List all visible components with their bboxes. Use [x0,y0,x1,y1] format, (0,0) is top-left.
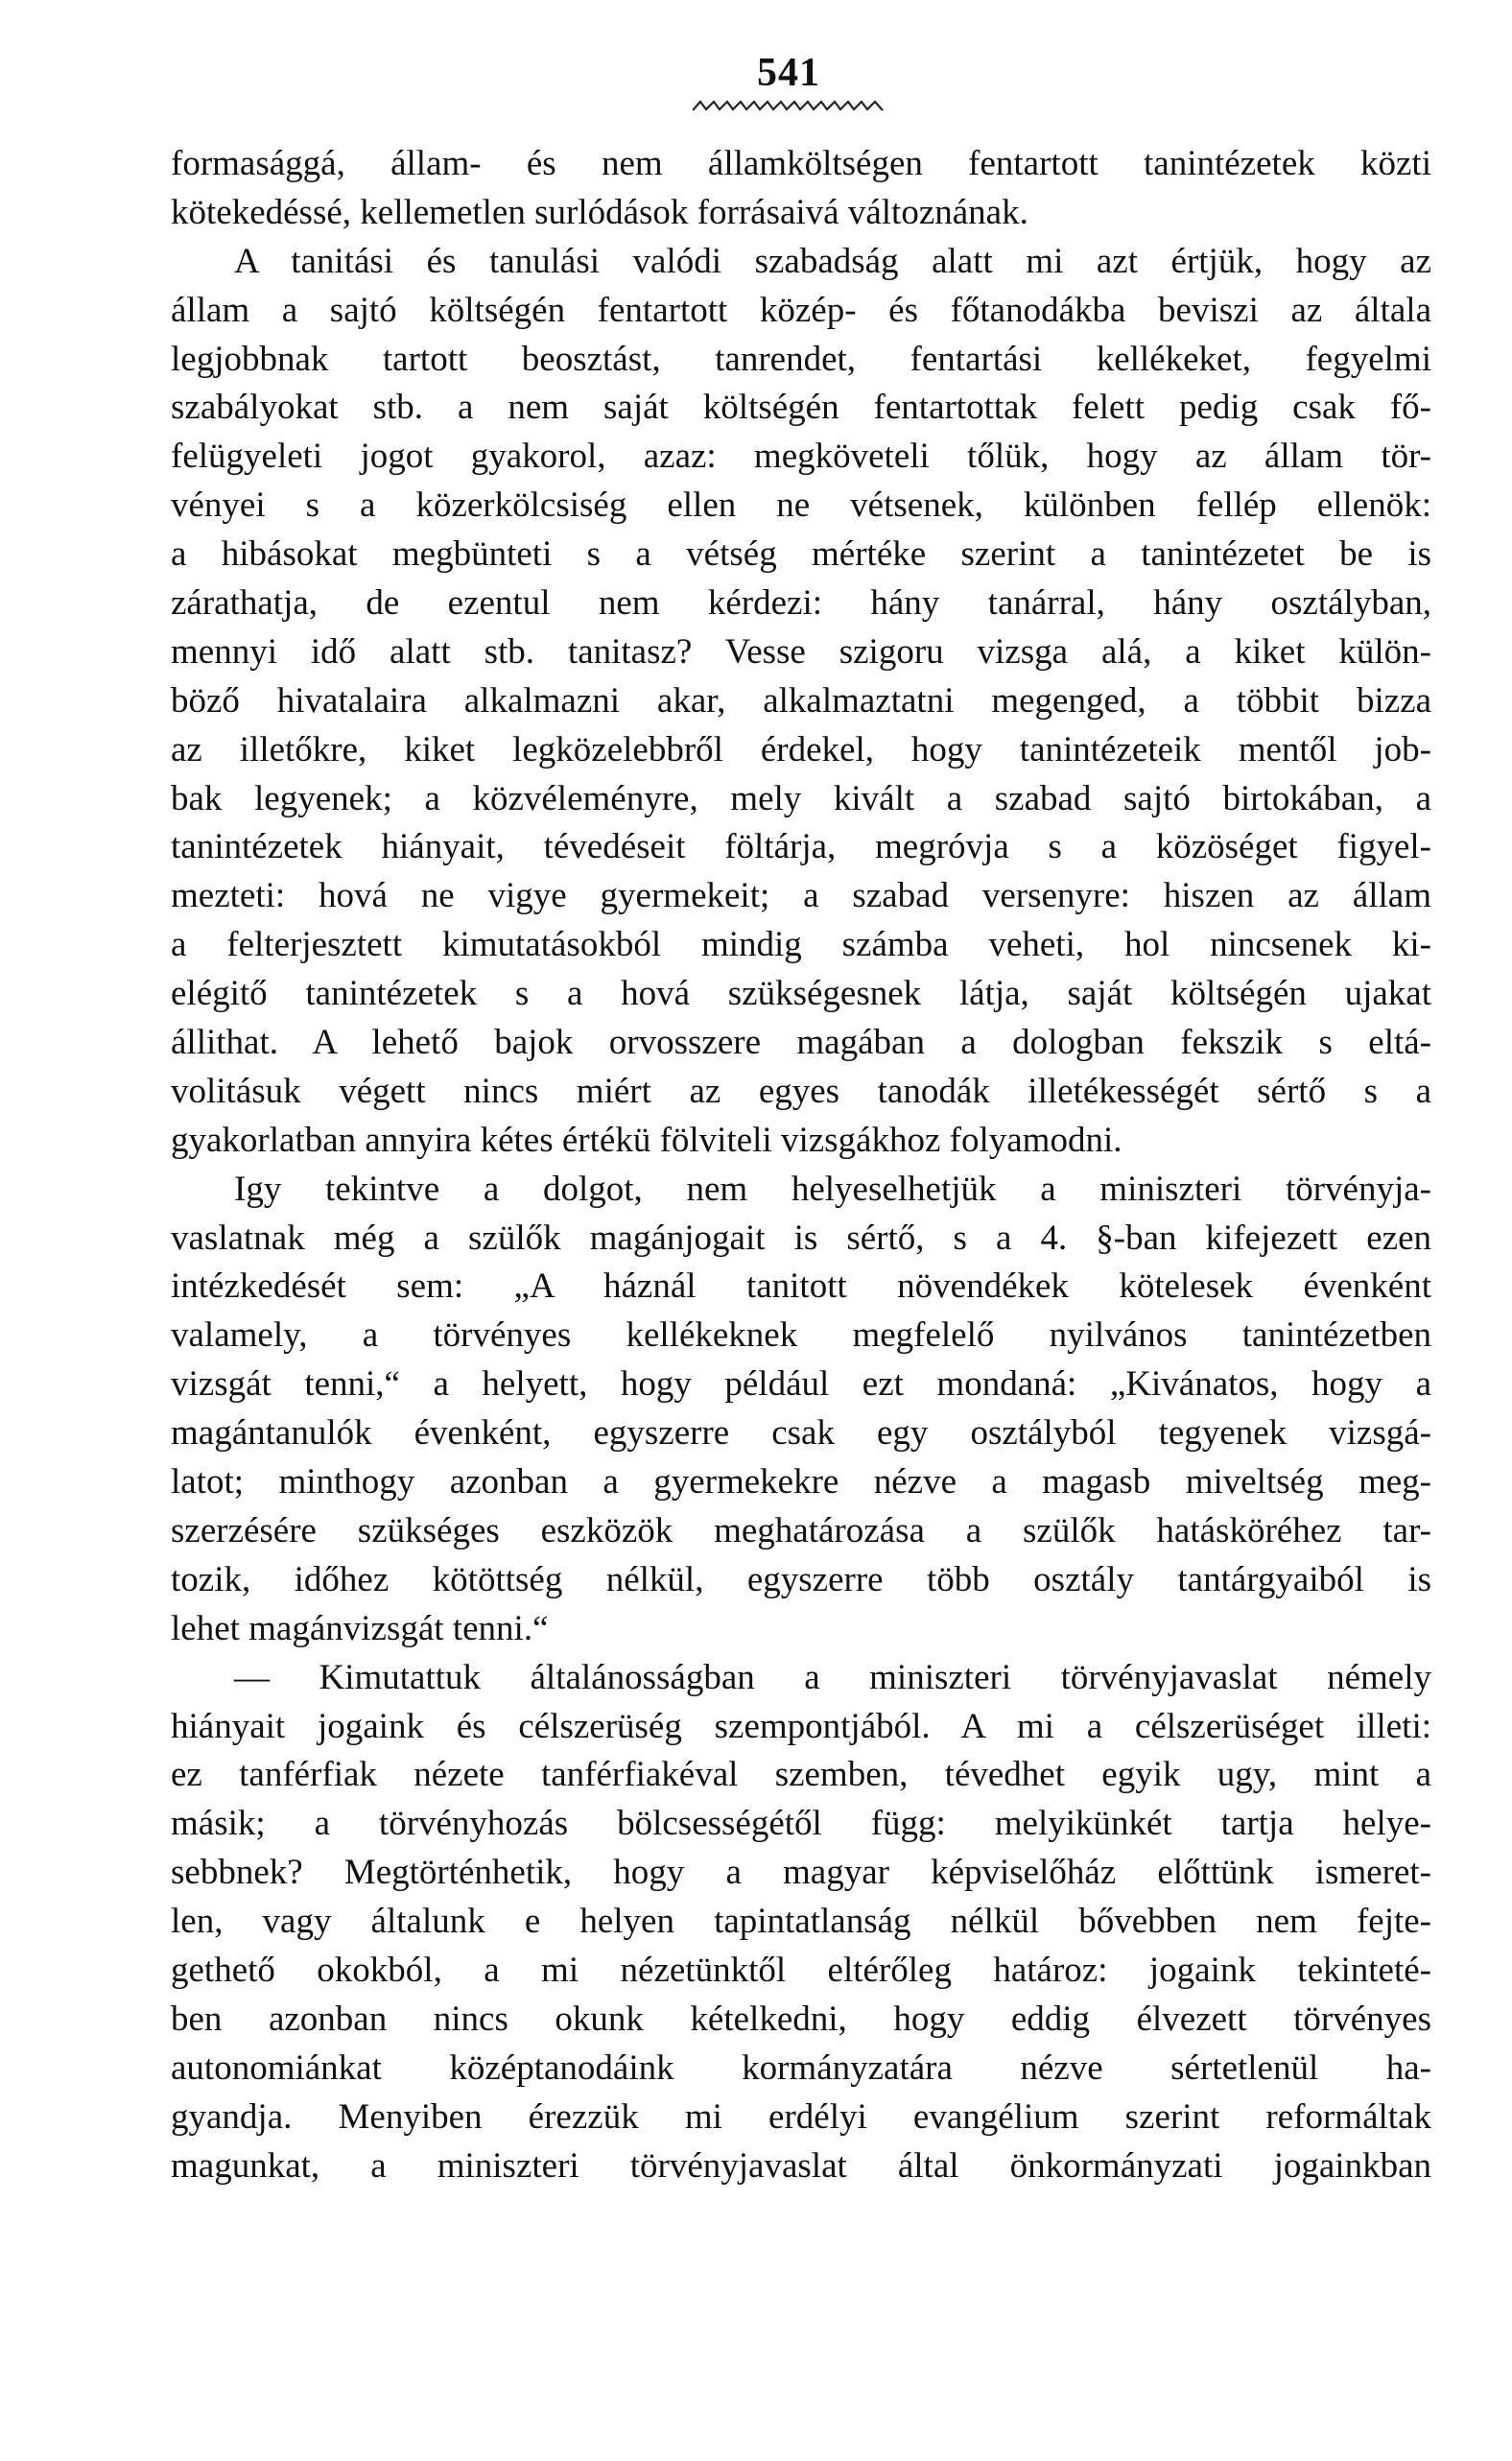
text-line: mennyi idő alatt stb. tanitasz? Vesse szigoru vizsga alá, a kiket külön- [171,631,1431,672]
text-line: bak legyenek; a közvéleményre, mely kivált a szabad sajtó birtokában, a [171,778,1431,818]
text-line: autonomiánkat középtanodáink kormányzatára nézve sértetlenül ha- [171,2047,1431,2088]
text-line: vizsgát tenni,“ a helyett, hogy például ezt mondaná: „Kivánatos, hogy a [171,1364,1431,1405]
text-line: az illetőkre, kiket legközelebbről érdekel, hogy tanintézeteik mentől job- [171,729,1431,769]
text-line: tozik, időhez kötöttség nélkül, egyszerre több osztály tantárgyaiból is [171,1559,1431,1599]
text-line: ez tanférfiak nézete tanférfiakéval szemben, tévedhet egyik ugy, mint a [171,1755,1431,1795]
text-line: állam a sajtó költségén fentartott közép- és főtanodákba beviszi az általa [171,290,1431,330]
text-line: ben azonban nincs okunk kételkedni, hogy eddig élvezett törvényes [171,1999,1431,2039]
text-line: mezteti: hová ne vigye gyermekeit; a szabad versenyre: hiszen az állam [171,876,1431,916]
text-line: gyakorlatban annyira kétes értékü fölviteli vizsgákhoz folyamodni. [171,1120,1122,1160]
text-line: formasággá, állam- és nem államköltségen fentartott tanintézetek közti [171,144,1431,183]
text-line: hiányait jogaink és célszerüség szempontjából. A mi a célszerüséget illeti: [171,1706,1431,1746]
wavy-ornament-divider [693,98,885,113]
text-line: szabályokat stb. a nem saját költségén fentartottak felett pedig csak fő- [171,388,1431,428]
text-line: vaslatnak még a szülők magánjogait is sértő, s a 4. §-ban kifejezett ezen [171,1218,1431,1258]
text-line: sebbnek? Megtörténhetik, hogy a magyar képviselőház előttünk ismeret- [171,1853,1431,1893]
text-line: intézkedését sem: „A háznál tanitott növendékek kötelesek évenként [171,1266,1431,1307]
text-line: len, vagy általunk e helyen tapintatlanság nélkül bővebben nem fejte- [171,1902,1431,1942]
text-line: állithat. A lehető bajok orvosszere magában a dologban fekszik s eltá- [171,1023,1431,1063]
text-line: magántanulók évenként, egyszerre csak egy osztályból tegyenek vizsgá- [171,1413,1431,1454]
body-text [171,140,1431,2190]
text-line: a hibásokat megbünteti s a vétség mértéke szerint a tanintézetet be is [171,534,1431,575]
text-line: latot; minthogy azonban a gyermekekre nézve a magasb miveltség meg- [171,1462,1431,1503]
text-line: felügyeleti jogot gyakorol, azaz: megköveteli tőlük, hogy az állam tör- [171,437,1431,477]
text-line: másik; a törvényhozás bölcsességétől függ: melyikünkét tartja helye- [171,1804,1431,1844]
text-line: Igy tekintve a dolgot, nem helyeselhetjük a miniszteri törvényja- [234,1169,1431,1209]
text-line: gyandja. Menyiben érezzük mi erdélyi evangélium szerint reformáltak [171,2096,1431,2137]
text-line: szerzésére szükséges eszközök meghatározása a szülők hatásköréhez tar- [171,1510,1431,1550]
text-line: volitásuk végett nincs miért az egyes tanodák illetékességét sértő s a [171,1071,1431,1111]
text-line: zárathatja, de ezentul nem kérdezi: hány tanárral, hány osztályban, [171,583,1431,624]
page-number: 541 [757,51,820,95]
text-line: vényei s a közerkölcsiség ellen ne vétsenek, különben fellép ellenök: [171,485,1431,526]
text-line: gethető okokból, a mi nézetünktől eltérőleg határoz: jogaink tekinteté- [171,1950,1431,1990]
text-line: a felterjesztett kimutatásokból mindig számba veheti, hol nincsenek ki- [171,925,1431,965]
text-line: legjobbnak tartott beosztást, tanrendet, fentartási kellékeket, fegyelmi [171,339,1431,379]
text-line: tanintézetek hiányait, tévedéseit föltárja, megróvja s a közöséget figyel- [171,827,1431,867]
text-line: valamely, a törvényes kellékeknek megfelelő nyilvános tanintézetben [171,1315,1431,1356]
text-line: böző hivatalaira alkalmazni akar, alkalmaztatni megenged, a többit bizza [171,680,1431,721]
text-line: — Kimutattuk általánosságban a miniszteri törvényjavaslat némely [234,1657,1431,1697]
text-line: kötekedéssé, kellemetlen surlódások forrásaivá változnának. [171,192,1028,232]
text-line: elégitő tanintézetek s a hová szükségesnek látja, saját költségén ujakat [171,974,1431,1014]
text-line: A tanitási és tanulási valódi szabadság alatt mi azt értjük, hogy az [234,241,1431,281]
text-line: lehet magánvizsgát tenni.“ [171,1608,549,1648]
text-line: magunkat, a miniszteri törvényjavaslat által önkormányzati jogainkban [171,2145,1431,2186]
